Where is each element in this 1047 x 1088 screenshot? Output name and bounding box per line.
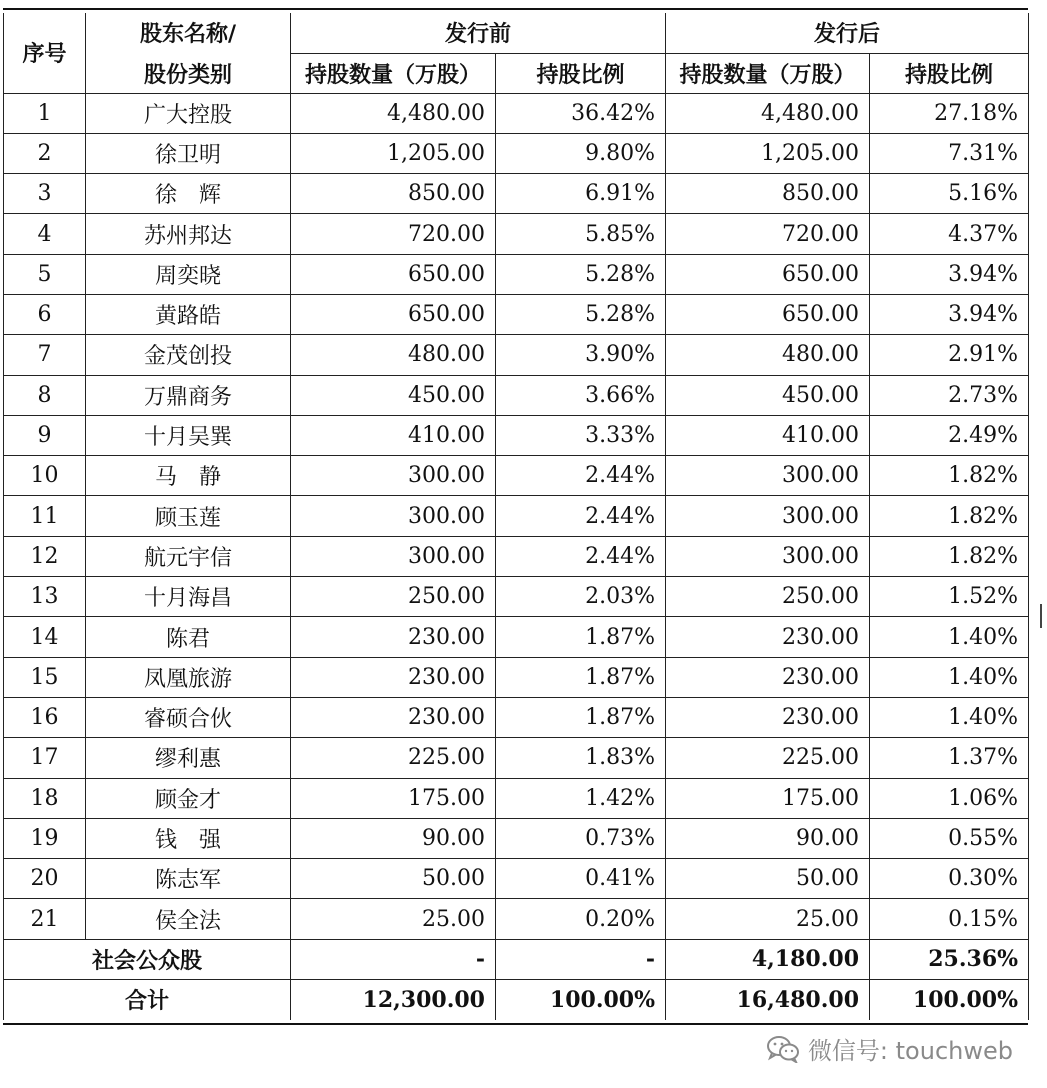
before-shares: 230.00 <box>291 617 496 657</box>
table-row <box>4 335 1029 375</box>
page-edge-mark <box>1040 604 1042 628</box>
shareholder-name: 金茂创投 <box>86 335 291 375</box>
table-row <box>4 657 1029 697</box>
row-index: 14 <box>4 617 86 657</box>
public-before-ratio: - <box>496 939 666 979</box>
shareholder-table-container <box>3 8 1028 1025</box>
row-index: 15 <box>4 657 86 697</box>
table-body <box>4 93 1029 1020</box>
before-ratio: 1.83% <box>496 738 666 778</box>
after-ratio: 1.82% <box>870 536 1029 576</box>
after-shares: 720.00 <box>666 214 870 254</box>
header-name-line2: 股份类别 <box>143 62 232 88</box>
after-shares: 225.00 <box>666 738 870 778</box>
before-shares: 90.00 <box>291 818 496 858</box>
before-ratio: 0.73% <box>496 818 666 858</box>
shareholder-name: 周奕晓 <box>86 254 291 294</box>
after-shares: 480.00 <box>666 335 870 375</box>
before-ratio: 3.90% <box>496 335 666 375</box>
before-shares: 720.00 <box>291 214 496 254</box>
header-name <box>86 13 291 93</box>
shareholder-name: 苏州邦达 <box>86 214 291 254</box>
shareholder-name: 陈志军 <box>86 859 291 899</box>
after-ratio: 0.55% <box>870 818 1029 858</box>
before-shares: 230.00 <box>291 697 496 737</box>
before-shares: 250.00 <box>291 577 496 617</box>
table-row <box>4 133 1029 173</box>
before-shares: 850.00 <box>291 174 496 214</box>
before-shares: 225.00 <box>291 738 496 778</box>
before-ratio: 6.91% <box>496 174 666 214</box>
after-shares: 450.00 <box>666 375 870 415</box>
after-ratio: 2.91% <box>870 335 1029 375</box>
before-shares: 4,480.00 <box>291 93 496 133</box>
before-shares: 300.00 <box>291 456 496 496</box>
shareholder-name: 顾玉莲 <box>86 496 291 536</box>
before-ratio: 36.42% <box>496 93 666 133</box>
shareholder-name: 广大控股 <box>86 93 291 133</box>
after-shares: 850.00 <box>666 174 870 214</box>
table-row <box>4 577 1029 617</box>
before-ratio: 2.44% <box>496 496 666 536</box>
before-shares: 50.00 <box>291 859 496 899</box>
table-row <box>4 456 1029 496</box>
shareholder-name: 黄路皓 <box>86 294 291 334</box>
before-ratio: 3.66% <box>496 375 666 415</box>
after-ratio: 1.06% <box>870 778 1029 818</box>
row-index: 12 <box>4 536 86 576</box>
before-ratio: 0.41% <box>496 859 666 899</box>
table-row <box>4 778 1029 818</box>
header-after-ratio: 持股比例 <box>870 53 1029 93</box>
row-index: 17 <box>4 738 86 778</box>
before-ratio: 9.80% <box>496 133 666 173</box>
before-ratio: 1.87% <box>496 657 666 697</box>
row-index: 16 <box>4 697 86 737</box>
before-shares: 1,205.00 <box>291 133 496 173</box>
table-row <box>4 214 1029 254</box>
shareholder-name: 睿硕合伙 <box>86 697 291 737</box>
after-shares: 650.00 <box>666 254 870 294</box>
shareholder-name: 万鼎商务 <box>86 375 291 415</box>
after-shares: 50.00 <box>666 859 870 899</box>
row-index: 6 <box>4 294 86 334</box>
after-shares: 1,205.00 <box>666 133 870 173</box>
row-index: 8 <box>4 375 86 415</box>
row-index: 5 <box>4 254 86 294</box>
public-before-shares: - <box>291 939 496 979</box>
table-row <box>4 294 1029 334</box>
shareholder-name: 徐 辉 <box>86 174 291 214</box>
public-shares-label: 社会公众股 <box>4 939 291 979</box>
row-index: 3 <box>4 174 86 214</box>
shareholder-name: 钱 强 <box>86 818 291 858</box>
after-ratio: 2.73% <box>870 375 1029 415</box>
after-ratio: 7.31% <box>870 133 1029 173</box>
after-shares: 90.00 <box>666 818 870 858</box>
header-before-shares: 持股数量（万股） <box>291 53 496 93</box>
watermark <box>766 1031 1013 1066</box>
row-index: 21 <box>4 899 86 939</box>
watermark-text: 微信号: touchweb <box>807 1037 1013 1065</box>
shareholder-name: 航元宇信 <box>86 536 291 576</box>
after-ratio: 1.40% <box>870 617 1029 657</box>
table-row <box>4 375 1029 415</box>
before-shares: 25.00 <box>291 899 496 939</box>
header-before-issue: 发行前 <box>291 13 666 53</box>
row-index: 18 <box>4 778 86 818</box>
before-shares: 300.00 <box>291 496 496 536</box>
after-ratio: 1.82% <box>870 456 1029 496</box>
row-index: 20 <box>4 859 86 899</box>
row-index: 7 <box>4 335 86 375</box>
shareholder-name: 顾金才 <box>86 778 291 818</box>
table-row <box>4 818 1029 858</box>
after-shares: 230.00 <box>666 617 870 657</box>
after-shares: 300.00 <box>666 496 870 536</box>
before-ratio: 5.85% <box>496 214 666 254</box>
after-ratio: 27.18% <box>870 93 1029 133</box>
header-name-line1: 股东名称/ <box>139 21 237 47</box>
row-index: 11 <box>4 496 86 536</box>
after-shares: 4,480.00 <box>666 93 870 133</box>
header-after-shares: 持股数量（万股） <box>666 53 870 93</box>
shareholder-name: 徐卫明 <box>86 133 291 173</box>
after-ratio: 1.40% <box>870 697 1029 737</box>
before-ratio: 2.03% <box>496 577 666 617</box>
before-ratio: 5.28% <box>496 254 666 294</box>
shareholder-name: 十月吴巽 <box>86 415 291 455</box>
table-row <box>4 899 1029 939</box>
total-before-shares: 12,300.00 <box>291 980 496 1020</box>
header-index: 序号 <box>4 13 86 93</box>
after-ratio: 3.94% <box>870 294 1029 334</box>
table-row <box>4 254 1029 294</box>
after-shares: 25.00 <box>666 899 870 939</box>
row-index: 10 <box>4 456 86 496</box>
before-shares: 175.00 <box>291 778 496 818</box>
before-ratio: 5.28% <box>496 294 666 334</box>
after-shares: 300.00 <box>666 536 870 576</box>
before-ratio: 3.33% <box>496 415 666 455</box>
public-shares-row <box>4 939 1029 979</box>
shareholder-name: 陈君 <box>86 617 291 657</box>
shareholder-name: 凤凰旅游 <box>86 657 291 697</box>
table-row <box>4 536 1029 576</box>
before-shares: 650.00 <box>291 294 496 334</box>
before-shares: 410.00 <box>291 415 496 455</box>
row-index: 13 <box>4 577 86 617</box>
total-after-shares: 16,480.00 <box>666 980 870 1020</box>
before-ratio: 1.87% <box>496 617 666 657</box>
after-shares: 300.00 <box>666 456 870 496</box>
table-row <box>4 859 1029 899</box>
total-after-ratio: 100.00% <box>870 980 1029 1020</box>
table-row <box>4 174 1029 214</box>
after-ratio: 3.94% <box>870 254 1029 294</box>
row-index: 2 <box>4 133 86 173</box>
public-after-shares: 4,180.00 <box>666 939 870 979</box>
table-row <box>4 617 1029 657</box>
after-ratio: 4.37% <box>870 214 1029 254</box>
row-index: 4 <box>4 214 86 254</box>
shareholder-table <box>3 13 1029 1020</box>
shareholder-name: 马 静 <box>86 456 291 496</box>
before-shares: 230.00 <box>291 657 496 697</box>
row-index: 1 <box>4 93 86 133</box>
total-row <box>4 980 1029 1020</box>
after-shares: 250.00 <box>666 577 870 617</box>
wechat-icon <box>766 1035 800 1063</box>
row-index: 19 <box>4 818 86 858</box>
top-rule <box>3 8 1028 10</box>
shareholder-name: 侯全法 <box>86 899 291 939</box>
after-ratio: 1.82% <box>870 496 1029 536</box>
before-ratio: 2.44% <box>496 456 666 496</box>
table-row <box>4 93 1029 133</box>
before-ratio: 1.87% <box>496 697 666 737</box>
after-ratio: 0.30% <box>870 859 1029 899</box>
before-shares: 650.00 <box>291 254 496 294</box>
total-label: 合计 <box>4 980 291 1020</box>
header-before-ratio: 持股比例 <box>496 53 666 93</box>
before-shares: 480.00 <box>291 335 496 375</box>
row-index: 9 <box>4 415 86 455</box>
before-shares: 450.00 <box>291 375 496 415</box>
before-shares: 300.00 <box>291 536 496 576</box>
after-ratio: 1.52% <box>870 577 1029 617</box>
after-shares: 230.00 <box>666 697 870 737</box>
after-ratio: 0.15% <box>870 899 1029 939</box>
after-shares: 650.00 <box>666 294 870 334</box>
shareholder-name: 十月海昌 <box>86 577 291 617</box>
bottom-rule <box>3 1023 1028 1025</box>
table-row <box>4 697 1029 737</box>
after-ratio: 5.16% <box>870 174 1029 214</box>
table-row <box>4 415 1029 455</box>
after-shares: 175.00 <box>666 778 870 818</box>
total-before-ratio: 100.00% <box>496 980 666 1020</box>
before-ratio: 1.42% <box>496 778 666 818</box>
table-row <box>4 738 1029 778</box>
after-shares: 230.00 <box>666 657 870 697</box>
after-ratio: 2.49% <box>870 415 1029 455</box>
shareholder-name: 缪利惠 <box>86 738 291 778</box>
before-ratio: 0.20% <box>496 899 666 939</box>
after-ratio: 1.40% <box>870 657 1029 697</box>
after-ratio: 1.37% <box>870 738 1029 778</box>
table-row <box>4 496 1029 536</box>
public-after-ratio: 25.36% <box>870 939 1029 979</box>
before-ratio: 2.44% <box>496 536 666 576</box>
header-after-issue: 发行后 <box>666 13 1029 53</box>
after-shares: 410.00 <box>666 415 870 455</box>
